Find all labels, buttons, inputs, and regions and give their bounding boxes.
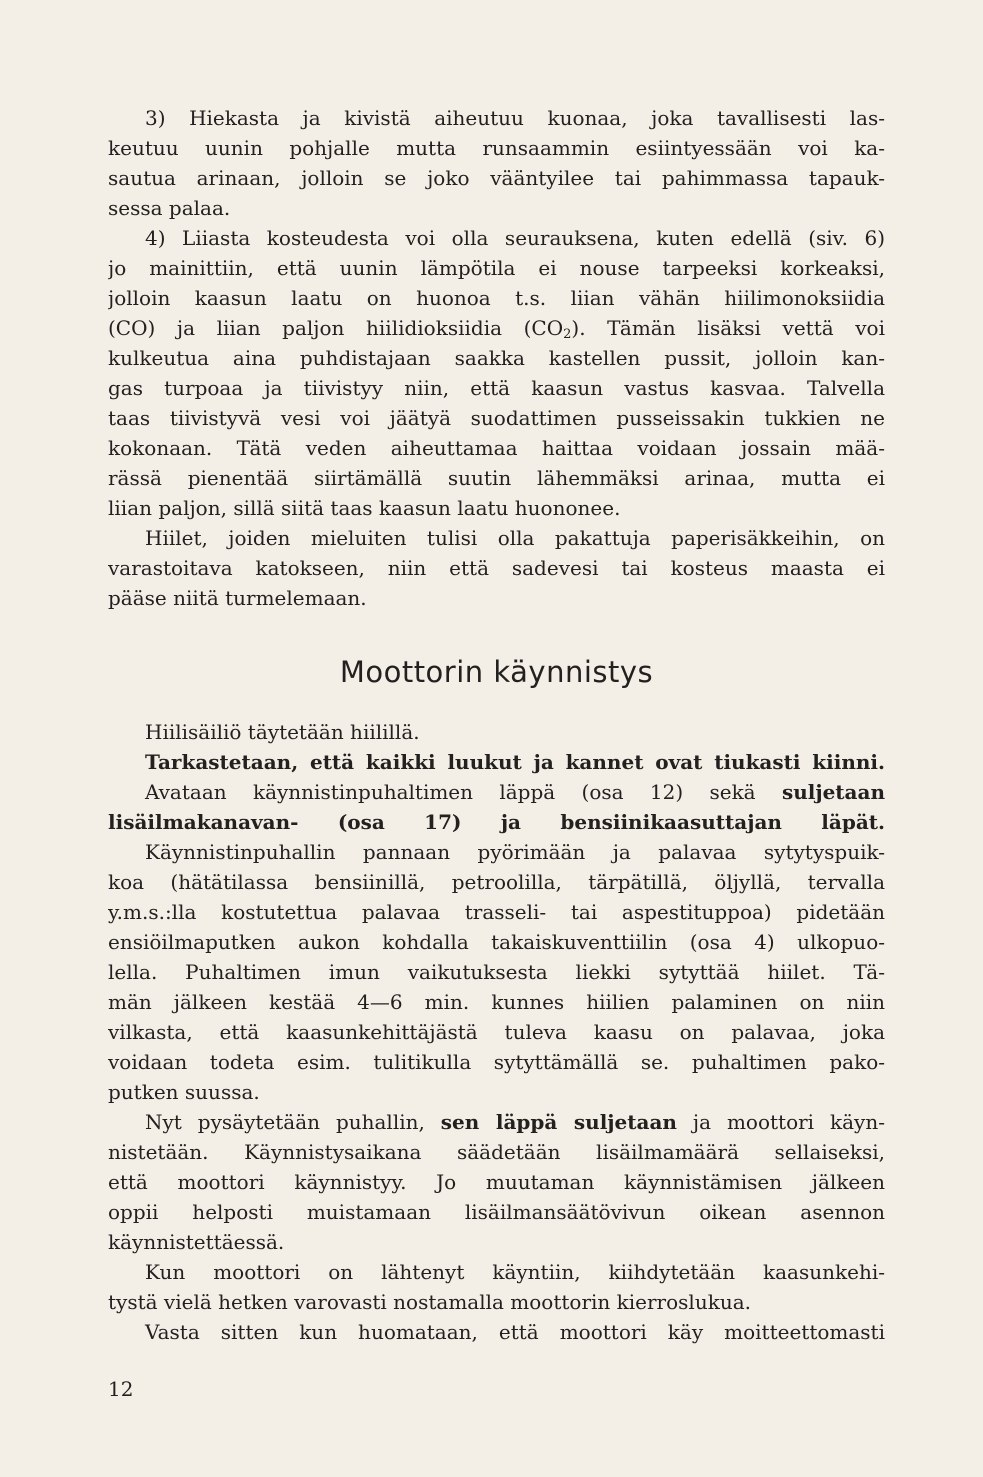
paragraph-line: oppii helposti muistamaan lisäilmansäätövivun oikean asennon [108,1200,885,1224]
paragraph-line: tystä vielä hetken varovasti nostamalla moottorin kierroslukua. [108,1290,751,1314]
paragraph-line: käynnistettäessä. [108,1230,285,1254]
text-run: Avataan käynnistinpuhaltimen läppä (osa 12) sekä [145,780,782,804]
paragraph-line [108,778,885,807]
paragraph-line: kulkeutua aina puhdistajaan saakka kastellen pussit, jolloin kan- [108,346,885,370]
paragraph-line: män jälkeen kestää 4—6 min. kunnes hiilien palaminen on niin [108,990,885,1014]
section-heading: Moottorin käynnistys [339,655,654,689]
paragraph-line: 3) Hiekasta ja kivistä aiheutuu kuonaa, joka tavallisesti las- [145,106,885,130]
text-run-bold: suljetaan [781,780,885,804]
paragraph-line: sessa palaa. [108,196,231,220]
paragraph-line: Kun moottori on lähtenyt käyntiin, kiihdytetään kaasunkehi- [145,1260,885,1284]
paragraph-line: liian paljon, sillä siitä taas kaasun laatu huononee. [108,496,621,520]
paragraph-line: lisäilmakanavan- (osa 17) ja bensiinikaasuttajan läpät. [108,810,885,834]
paragraph-line: Hiilisäiliö täytetään hiilillä. [145,720,420,744]
paragraph-line: lella. Puhaltimen imun vaikutuksesta liekki sytyttää hiilet. Tä- [108,960,885,984]
paragraph-line: nistetään. Käynnistysaikana säädetään lisäilmamäärä sellaiseksi, [108,1140,885,1164]
paragraph-line: rässä pienentää siirtämällä suutin lähemmäksi arinaa, mutta ei [108,466,885,490]
paragraph-line: ensiöilmaputken aukon kohdalla takaiskuventtiilin (osa 4) ulkopuo- [108,930,885,954]
paragraph-line: 4) Liiasta kosteudesta voi olla seurauksena, kuten edellä (siv. 6) [145,226,885,250]
text-run-bold: sen läppä suljetaan [440,1110,677,1134]
paragraph-line: pääse niitä turmelemaan. [108,586,367,610]
paragraph-line: taas tiivistyvä vesi voi jäätyä suodattimen pusseissakin tukkien ne [108,406,885,430]
text-run: Nyt pysäytetään puhallin, [145,1110,441,1134]
paragraph-line: jo mainittiin, että uunin lämpötila ei nouse tarpeeksi korkeaksi, [108,256,885,280]
page-number: 12 [108,1377,134,1401]
paragraph-line: kokonaan. Tätä veden aiheuttamaa haittaa voidaan jossain mää- [108,436,885,460]
paragraph-line: putken suussa. [108,1080,260,1104]
paragraph-line: että moottori käynnistyy. Jo muutaman käynnistämisen jälkeen [108,1170,885,1194]
paragraph-line: Käynnistinpuhallin pannaan pyörimään ja palavaa sytytyspuik- [145,840,885,864]
paragraph-line: keutuu uunin pohjalle mutta runsaammin esiintyessään voi ka- [108,136,885,160]
paragraph-line: Tarkastetaan, että kaikki luukut ja kannet ovat tiukasti kiinni. [145,750,885,774]
paragraph-line: gas turpoaa ja tiivistyy niin, että kaasun vastus kasvaa. Talvella [108,376,885,400]
paragraph-line: vilkasta, että kaasunkehittäjästä tuleva kaasu on palavaa, joka [108,1020,885,1044]
paragraph-line: jolloin kaasun laatu on huonoa t.s. liian vähän hiilimonoksiidia [108,286,885,310]
paragraph-line: y.m.s.:lla kostutettua palavaa trasseli- tai aspestituppoa) pidetään [108,900,885,924]
text-run: ja moottori käyn- [676,1110,885,1134]
paragraph-line: Hiilet, joiden mieluiten tulisi olla pakattuja paperisäkkeihin, on [145,526,885,550]
paragraph-line: (CO) ja liian paljon hiilidioksiidia $(CO_2)$. Tämän lisäksi vettä voi [108,316,885,342]
paragraph-line: voidaan todeta esim. tulitikulla sytyttämällä se. puhaltimen pako- [108,1050,885,1074]
paragraph-line [108,1108,885,1137]
paragraph-line: varastoitava katokseen, niin että sadevesi tai kosteus maasta ei [108,556,885,580]
paragraph-line: koa (hätätilassa bensiinillä, petroolilla, tärpätillä, öljyllä, tervalla [108,870,885,894]
paragraph-line: sautua arinaan, jolloin se joko vääntyilee tai pahimmassa tapauk- [108,166,885,190]
paragraph-line: Vasta sitten kun huomataan, että moottori käy moitteettomasti [145,1320,885,1344]
